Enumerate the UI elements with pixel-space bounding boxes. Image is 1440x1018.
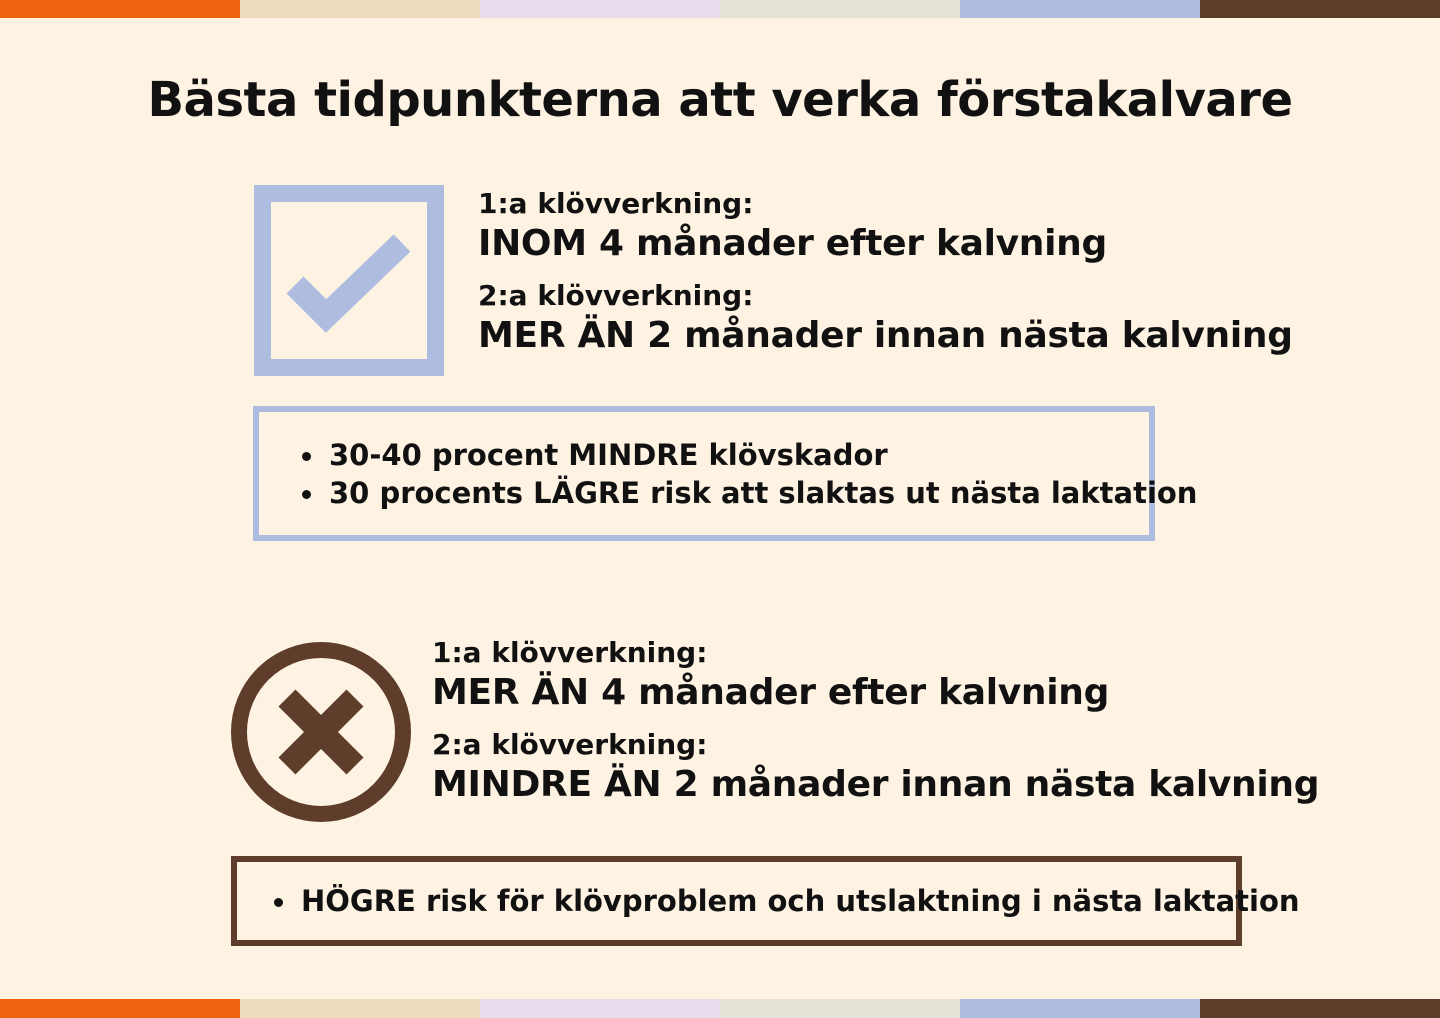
good-first-value: INOM 4 månader efter kalvning bbox=[478, 223, 1107, 264]
bad-timing-text bbox=[432, 636, 1319, 807]
bad-second-value: MINDRE ÄN 2 månader innan nästa kalvning bbox=[432, 764, 1320, 805]
good-second-label: 2:a klövverkning: bbox=[478, 279, 754, 312]
stripe-segment-lavender bbox=[480, 999, 720, 1018]
risks-list bbox=[271, 882, 1300, 920]
stripe-segment-orange bbox=[0, 999, 240, 1018]
stripe-segment-lavender bbox=[480, 0, 720, 18]
stripe-segment-grey bbox=[720, 0, 960, 18]
stripe-segment-sand bbox=[240, 0, 480, 18]
checkbox-check-icon bbox=[254, 185, 444, 376]
benefits-box bbox=[253, 406, 1198, 541]
bad-first-label: 1:a klövverkning: bbox=[432, 636, 708, 669]
stripe-segment-sand bbox=[240, 999, 480, 1018]
top-color-stripe bbox=[0, 0, 1440, 18]
risks-box bbox=[231, 856, 1300, 946]
bad-second-label: 2:a klövverkning: bbox=[432, 728, 708, 761]
good-first-label: 1:a klövverkning: bbox=[478, 187, 754, 220]
good-second-value: MER ÄN 2 månader innan nästa kalvning bbox=[478, 315, 1293, 356]
list-item: 30-40 procent MINDRE klövskador bbox=[299, 436, 1149, 474]
stripe-segment-blue bbox=[960, 0, 1200, 18]
bottom-color-stripe bbox=[0, 999, 1440, 1018]
list-item: 30 procents LÄGRE risk att slaktas ut nästa laktation bbox=[299, 474, 1149, 512]
stripe-segment-brown bbox=[1200, 0, 1440, 18]
stripe-segment-grey bbox=[720, 999, 960, 1018]
stripe-segment-blue bbox=[960, 999, 1200, 1018]
stripe-segment-brown bbox=[1200, 999, 1440, 1018]
benefits-list bbox=[299, 436, 1198, 512]
circle-x-icon bbox=[229, 640, 413, 824]
page-title: Bästa tidpunkterna att verka förstakalvare bbox=[147, 72, 1293, 128]
bad-first-value: MER ÄN 4 månader efter kalvning bbox=[432, 672, 1110, 713]
good-timing-text bbox=[478, 187, 1293, 358]
list-item: HÖGRE risk för klövproblem och utslaktning i nästa laktation bbox=[271, 882, 1236, 920]
stripe-segment-orange bbox=[0, 0, 240, 18]
